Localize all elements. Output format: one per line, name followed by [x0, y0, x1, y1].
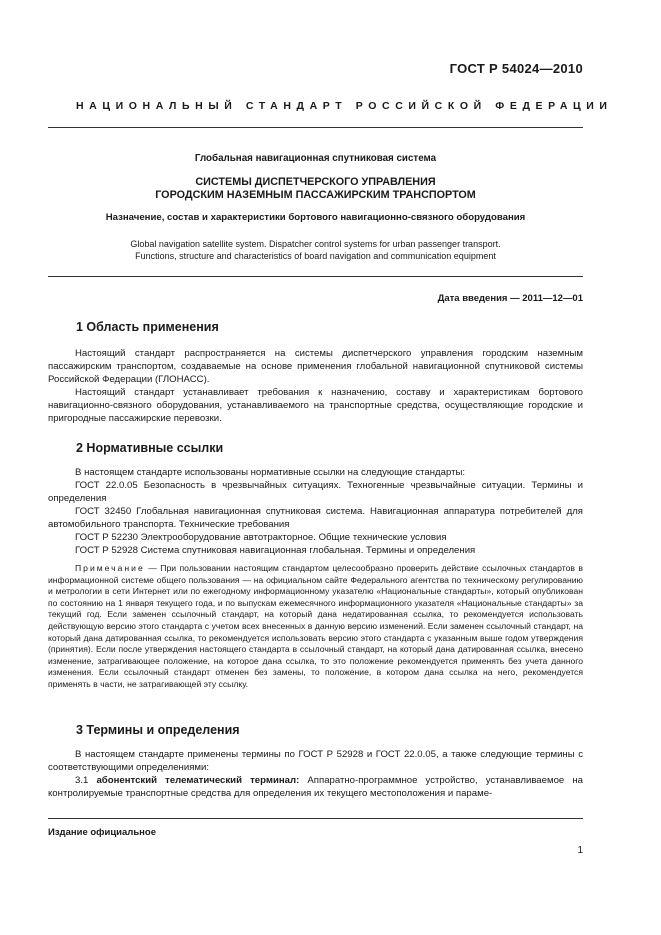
title-divider [48, 276, 583, 277]
section-1-body [48, 347, 583, 425]
normative-reference: ГОСТ 32450 Глобальная навигационная спутниковая система. Навигационная аппаратура потребителей для автомобильного транспорта. Технические требования [48, 506, 583, 530]
page-number: 1 [577, 845, 583, 856]
effective-date-value: — 2011—12—01 [510, 293, 583, 304]
section-2-note [48, 563, 583, 691]
official-edition-label: Издание официальное [48, 827, 156, 838]
document-number: ГОСТ Р 54024—2010 [449, 61, 583, 76]
english-title-line2: Functions, structure and characteristics of board navigation and communication equipment [135, 251, 496, 261]
main-title-line2: ГОРОДСКИМ НАЗЕМНЫМ ПАССАЖИРСКИМ ТРАНСПОРТОМ [155, 189, 476, 201]
section-2-body [48, 466, 583, 557]
section-1-paragraph: Настоящий стандарт распространяется на системы диспетчерского управления городским наземным пассажирским транспортом, создаваемые на основе применения глобальной навигационной спутниковой системы Российской Федерации (ГЛОНАСС). [48, 348, 583, 385]
section-1-heading: 1 Область применения [76, 320, 219, 334]
main-title-line1: СИСТЕМЫ ДИСПЕТЧЕРСКОГО УПРАВЛЕНИЯ [195, 176, 436, 188]
effective-date [438, 293, 583, 304]
footer-divider [48, 818, 583, 819]
subtitle: Назначение, состав и характеристики бортового навигационно-связного оборудования [105, 212, 526, 223]
national-standard-banner: НАЦИОНАЛЬНЫЙ СТАНДАРТ РОССИЙСКОЙ ФЕДЕРАЦИИ [76, 100, 613, 112]
section-3-body [48, 748, 583, 800]
section-2-intro: В настоящем стандарте использованы нормативные ссылки на следующие стандарты: [75, 467, 466, 478]
section-2-heading: 2 Нормативные ссылки [76, 441, 224, 455]
term-definition [48, 774, 583, 800]
section-3-heading: 3 Термины и определения [76, 723, 240, 737]
section-1-paragraph: Настоящий стандарт устанавливает требования к назначению, составу и характеристикам бортового навигационно-связного оборудования, устанавливаемого на транспортные средства, осуществляющие городские и пригородные пассажирские перевозки. [48, 387, 583, 424]
system-title: Глобальная навигационная спутниковая система [194, 153, 437, 164]
english-title [48, 238, 583, 262]
term-text: Аппаратно-программное устройство, устанавливаемое на контролируемые транспортные средства для определения их текущего местоположения и параме- [48, 775, 583, 799]
term-name: абонентский телематический терминал: [96, 775, 300, 786]
term-number: 3.1 [75, 775, 89, 786]
note-text: — При пользовании настоящим стандартом целесообразно проверить действие ссылочных стандартов в информационной системе общего пользования — на официальном сайте Федерального агентства по техническому регулированию и метрологии в сети Интернет или по ежегодному информационному указателю «Национальные стандарты», который опубликован по состоянию на 1 января текущего года, и по выпускам ежемесячного информационного указателя «Национальные стандарты» за текущий год. Если заменен ссылочный стандарт, на который дана недатированная ссылка, то рекомендуется использовать действующую версию этого стандарта с учетом всех внесенных в данную версию изменений. Если заменен ссылочный стандарт, на который дана датированная ссылка, то рекомендуется использовать версию этого стандарта с указанным выше годом утверждения (принятия). Если после утверждения настоящего стандарта в ссылочный стандарт, на который дана датированная ссылка, внесено изменение, затрагивающее положение, на которое дана ссылка, то это положение рекомендуется применять без учета данного изменения. Если ссылочный стандарт отменен без замены, то положение, в котором дана ссылка на него, рекомендуется применять в части, не затрагивающей эту ссылку. [48, 563, 583, 689]
section-3-intro: В настоящем стандарте применены термины по ГОСТ Р 52928 и ГОСТ 22.0.05, а также следующие термины с соответствующими определениями: [48, 749, 583, 773]
main-title [48, 176, 583, 202]
normative-reference: ГОСТ Р 52230 Электрооборудование автотракторное. Общие технические условия [75, 532, 447, 543]
note-label: Примечание [75, 563, 145, 573]
normative-reference: ГОСТ Р 52928 Система спутниковая навигационная глобальная. Термины и определения [75, 545, 476, 556]
effective-date-label: Дата введения [437, 293, 508, 304]
english-title-line1: Global navigation satellite system. Dispatcher control systems for urban passenger transport. [130, 239, 501, 249]
top-divider [48, 127, 583, 128]
normative-reference: ГОСТ 22.0.05 Безопасность в чрезвычайных ситуациях. Техногенные чрезвычайные ситуации. Термины и определения [48, 480, 583, 504]
